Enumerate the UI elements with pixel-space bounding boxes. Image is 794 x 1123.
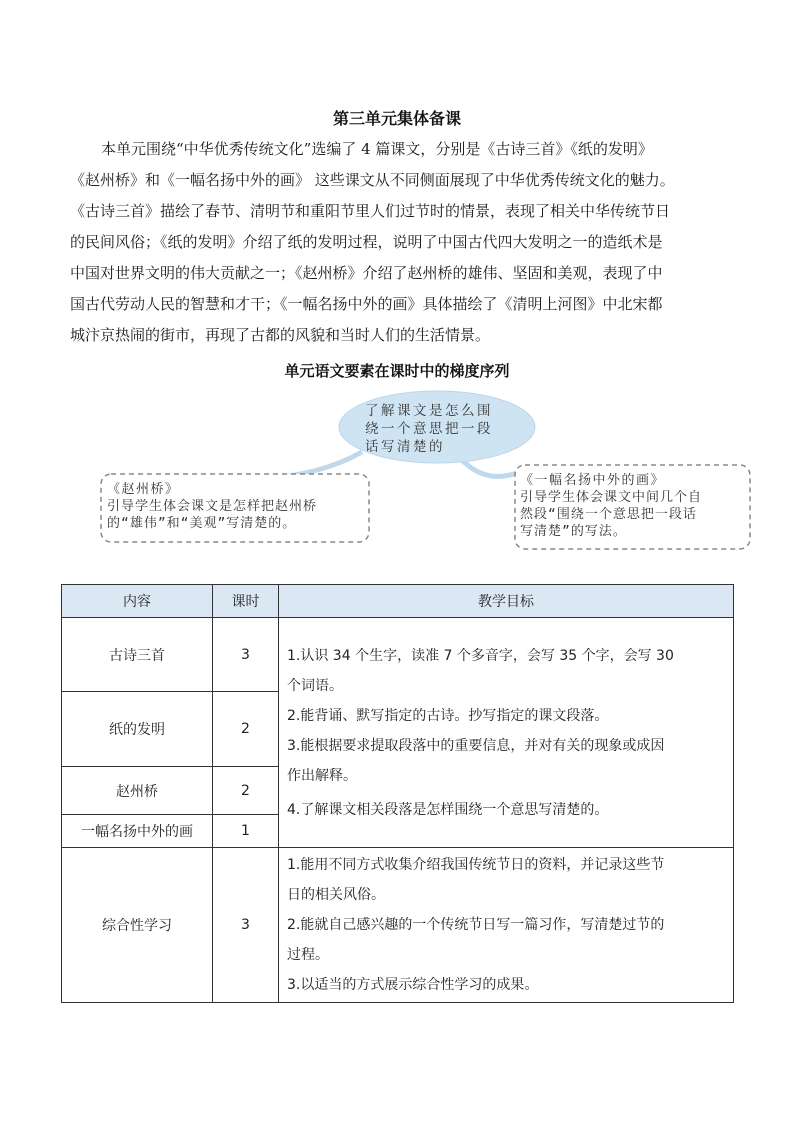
cell-content: 综合性学习 xyxy=(62,848,213,1003)
header-hours: 课时 xyxy=(213,585,279,618)
intro-line: 《赵州桥》和《一幅名扬中外的画》 这些课文从不同侧面展现了中华优秀传统文化的魅力。 xyxy=(70,171,675,189)
cell-hours: 1 xyxy=(213,815,279,848)
center-line: 了解课文是怎么围 xyxy=(365,403,493,419)
goal-line: 过程。 xyxy=(287,947,329,963)
cell-hours: 2 xyxy=(213,767,279,815)
cell-goals xyxy=(279,618,734,848)
page-title: 第三单元集体备课 xyxy=(332,109,461,128)
intro-line: 中国对世界文明的伟大贡献之一；《赵州桥》介绍了赵州桥的雄伟、坚固和美观，表现了中 xyxy=(70,264,663,282)
left-box-text xyxy=(107,481,369,532)
goal-line: 日的相关风俗。 xyxy=(287,887,385,903)
cell-content: 赵州桥 xyxy=(62,767,213,815)
right-box-line: 然段“围绕一个意思把一段话 xyxy=(520,507,697,522)
header-goals: 教学目标 xyxy=(279,585,734,618)
cell-content: 纸的发明 xyxy=(62,692,213,767)
intro-line: 本单元围绕“中华优秀传统文化”选编了 4 篇课文，分别是《古诗三首》《纸的发明》 xyxy=(101,140,653,158)
diagram-subtitle: 单元语文要素在课时中的梯度序列 xyxy=(284,362,510,380)
intro-line: 城汴京热闹的街市，再现了古都的风貌和当时人们的生活情景。 xyxy=(70,326,491,344)
left-box-line: 引导学生体会课文是怎样把赵州桥 xyxy=(107,499,318,514)
header-content: 内容 xyxy=(62,585,213,618)
cell-hours: 3 xyxy=(213,618,279,692)
intro-line: 国古代劳动人民的智慧和才干；《一幅名扬中外的画》具体描绘了《清明上河图》中北宋都 xyxy=(70,295,663,313)
center-oval-text xyxy=(365,402,515,456)
teaching-plan-table xyxy=(61,584,734,1003)
cell-hours: 3 xyxy=(213,848,279,1003)
intro-line: 的民间风俗；《纸的发明》介绍了纸的发明过程，说明了中国古代四大发明之一的造纸术是 xyxy=(70,233,663,251)
cell-content: 古诗三首 xyxy=(62,618,213,692)
goal-line: 1.认识 34 个生字，读准 7 个多音字，会写 35 个字，会写 30 xyxy=(287,647,674,664)
goal-line: 1.能用不同方式收集介绍我国传统节日的资料，并记录这些节 xyxy=(287,857,665,873)
right-box-text xyxy=(520,472,748,540)
cell-goals xyxy=(279,848,734,1003)
center-line: 绕一个意思把一段 xyxy=(365,421,493,437)
table-row xyxy=(62,848,734,1003)
cell-content: 一幅名扬中外的画 xyxy=(62,815,213,848)
cell-hours: 2 xyxy=(213,692,279,767)
goal-line: 2.能就自己感兴趣的一个传统节日写一篇习作，写清楚过节的 xyxy=(287,917,665,933)
goal-line: 4.了解课文相关段落是怎样围绕一个意思写清楚的。 xyxy=(287,801,609,818)
goal-line: 作出解释。 xyxy=(287,767,357,784)
right-box-line: 写清楚”的写法。 xyxy=(520,524,627,539)
center-line: 话写清楚的 xyxy=(365,439,445,455)
goal-line: 个词语。 xyxy=(287,677,343,694)
table-row xyxy=(62,618,734,692)
table-header-row xyxy=(62,585,734,618)
intro-paragraph xyxy=(70,134,730,351)
goal-line: 3.能根据要求提取段落中的重要信息，并对有关的现象或成因 xyxy=(287,737,665,754)
intro-line: 《古诗三首》描绘了春节、清明节和重阳节里人们过节时的情景，表现了相关中华传统节日 xyxy=(70,202,671,220)
left-box-line: 的“雄伟”和“美观”写清楚的。 xyxy=(107,516,297,531)
right-box-heading: 《一幅名扬中外的画》 xyxy=(520,473,666,488)
goal-line: 3.以适当的方式展示综合性学习的成果。 xyxy=(287,977,539,993)
goal-line: 2.能背诵、默写指定的古诗。抄写指定的课文段落。 xyxy=(287,707,609,724)
right-box-line: 引导学生体会课文中间几个自 xyxy=(520,490,703,505)
left-box-heading: 《赵州桥》 xyxy=(107,482,180,497)
